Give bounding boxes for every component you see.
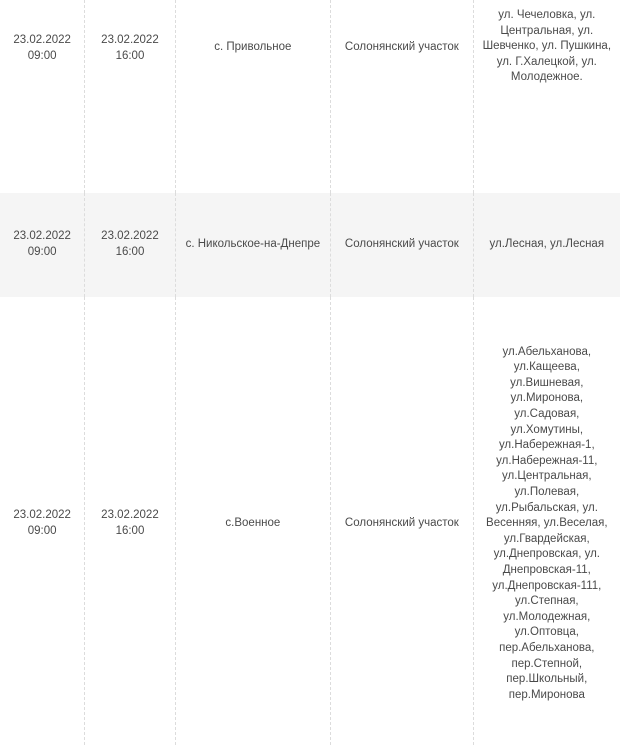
streets-line: Молодежное. bbox=[510, 71, 583, 84]
streets-line: ул.Рыбальская, ул. bbox=[495, 501, 598, 514]
streets-line: ул.Кащеева, bbox=[513, 361, 580, 374]
streets-line: ул.Днепровская-111, bbox=[492, 579, 602, 592]
streets-line: ул.Садовая, ул.Хомутины, bbox=[510, 408, 584, 436]
streets-line: пер.Миронова bbox=[508, 688, 585, 701]
settlement-name: с. Привольное bbox=[214, 41, 292, 53]
site-name: Солонянский участок bbox=[344, 238, 459, 251]
streets-line: ул.Молодежная, bbox=[503, 610, 591, 623]
start-datetime-cell bbox=[0, 193, 85, 297]
streets-cell bbox=[473, 0, 620, 193]
streets-line: ул.Гвардейская, bbox=[503, 532, 590, 545]
end-time: 16:00 bbox=[115, 246, 145, 258]
streets-line: Днепровская-11, bbox=[502, 563, 591, 576]
streets-line: ул.Набережная-1, bbox=[498, 439, 595, 452]
start-datetime-cell bbox=[0, 297, 85, 745]
start-date: 23.02.2022 bbox=[13, 509, 71, 522]
settlement-cell bbox=[175, 193, 331, 297]
streets-line: ул.Центральная, bbox=[502, 470, 592, 483]
start-time: 09:00 bbox=[27, 246, 57, 258]
streets-line: ул.Лесная, ул.Лесная bbox=[489, 238, 605, 251]
settlement-name: с. Никольское-на-Днепре bbox=[185, 238, 321, 251]
streets-line: пер.Школьный, bbox=[506, 673, 588, 686]
streets-line: ул.Абельханова, bbox=[502, 345, 592, 358]
streets-line: ул.Набережная-11, bbox=[496, 454, 598, 467]
site-cell bbox=[331, 0, 473, 193]
site-name: Солонянский участок bbox=[344, 41, 459, 53]
end-date: 23.02.2022 bbox=[101, 230, 159, 243]
site-name: Солонянский участок bbox=[344, 517, 459, 530]
settlement-cell bbox=[175, 297, 331, 745]
start-date: 23.02.2022 bbox=[13, 34, 71, 46]
start-date: 23.02.2022 bbox=[13, 230, 71, 243]
streets-line: ул. Г.Халецкой, ул. bbox=[496, 55, 597, 68]
settlement-name: с.Военное bbox=[225, 517, 281, 530]
table-row bbox=[0, 193, 620, 297]
start-time: 09:00 bbox=[27, 525, 57, 537]
end-date: 23.02.2022 bbox=[101, 509, 159, 522]
table-row bbox=[0, 0, 620, 193]
start-time: 09:00 bbox=[27, 49, 57, 62]
streets-line: ул. Чечеловка, ул. bbox=[498, 9, 596, 21]
streets-line: Весенняя, ул.Веселая, bbox=[486, 517, 608, 530]
end-time: 16:00 bbox=[115, 49, 145, 62]
streets-line: ул.Вишневая, bbox=[510, 376, 584, 389]
streets-line: ул.Днепровская, ул. bbox=[493, 548, 600, 561]
streets-line: пер.Абельханова, bbox=[499, 641, 595, 654]
end-datetime-cell bbox=[85, 297, 175, 745]
site-cell bbox=[331, 193, 473, 297]
end-datetime-cell bbox=[85, 0, 175, 193]
streets-line: ул.Степная, bbox=[514, 595, 579, 608]
streets-line: пер.Степной, bbox=[511, 657, 583, 670]
settlement-cell bbox=[175, 0, 331, 193]
table-row bbox=[0, 297, 620, 745]
streets-line: ул.Миронова, bbox=[510, 392, 584, 405]
streets-line: Шевченко, ул. Пушкина, bbox=[482, 40, 612, 53]
streets-line: ул.Полевая, bbox=[514, 486, 580, 499]
streets-line: ул.Оптовца, bbox=[514, 626, 579, 639]
streets-cell bbox=[473, 297, 620, 745]
end-time: 16:00 bbox=[115, 525, 145, 537]
start-datetime-cell bbox=[0, 0, 85, 193]
end-date: 23.02.2022 bbox=[101, 34, 159, 46]
streets-line: Центральная, ул. bbox=[500, 24, 594, 37]
end-datetime-cell bbox=[85, 193, 175, 297]
site-cell bbox=[331, 297, 473, 745]
streets-cell bbox=[473, 193, 620, 297]
